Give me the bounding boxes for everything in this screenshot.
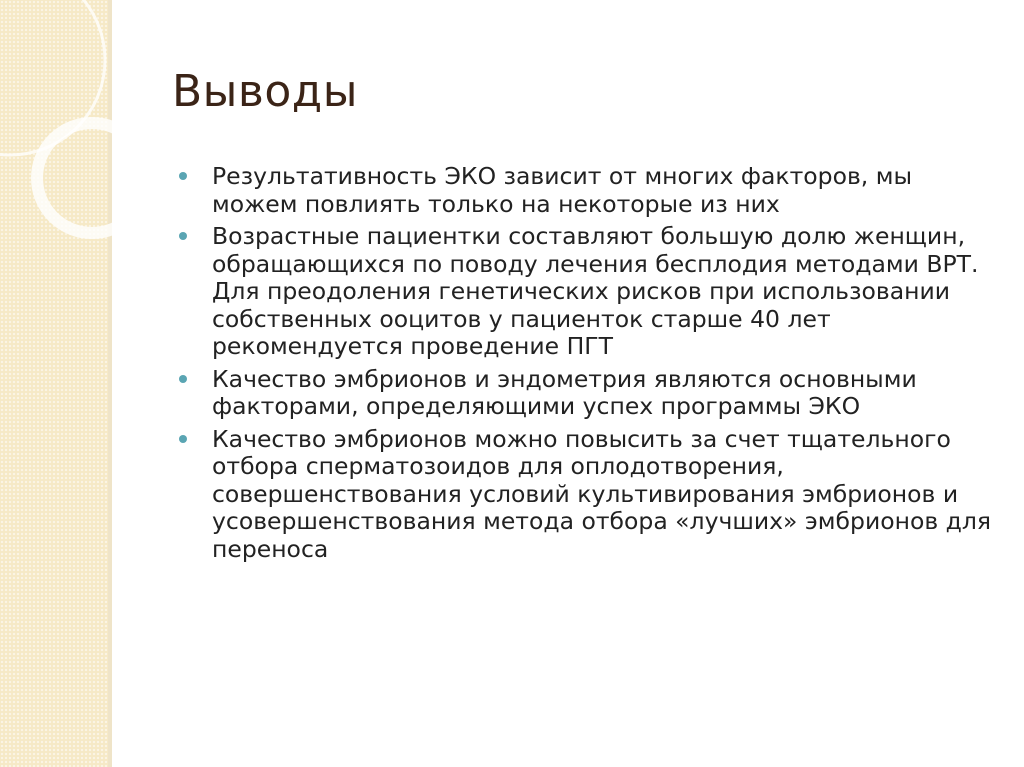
decorative-circles <box>0 0 130 260</box>
bullet-item <box>176 366 996 421</box>
bullet-dot-icon <box>179 375 187 383</box>
slide-title: Выводы <box>172 66 358 117</box>
bullet-text: Качество эмбрионов и эндометрия являются основными факторами, определяющими успех программы ЭКО <box>212 364 917 420</box>
bullet-dot-icon <box>179 232 187 240</box>
bullet-text: Результативность ЭКО зависит от многих факторов, мы можем повлиять только на некоторые из них <box>212 162 913 218</box>
bullet-item <box>176 426 996 564</box>
bullet-dot-icon <box>179 172 187 180</box>
bullet-list <box>176 163 996 568</box>
bullet-text: Возрастные пациентки составляют большую долю женщин, обращающихся по поводу лечения бесплодия методами ВРТ. Для преодоления генетических рисков при использовании собственных ооцитов у пациенток старше 40 лет рекомендуется проведение ПГТ <box>212 222 979 360</box>
bullet-item <box>176 223 996 361</box>
bullet-dot-icon <box>179 435 187 443</box>
decorative-ring-small <box>37 123 130 233</box>
bullet-text: Качество эмбрионов можно повысить за счет тщательного отбора сперматозоидов для оплодотворения, совершенствования условий культивирования эмбрионов и усовершенствования метода отбора «лучших» эмбрионов для переноса <box>212 424 992 563</box>
bullet-item <box>176 163 996 218</box>
